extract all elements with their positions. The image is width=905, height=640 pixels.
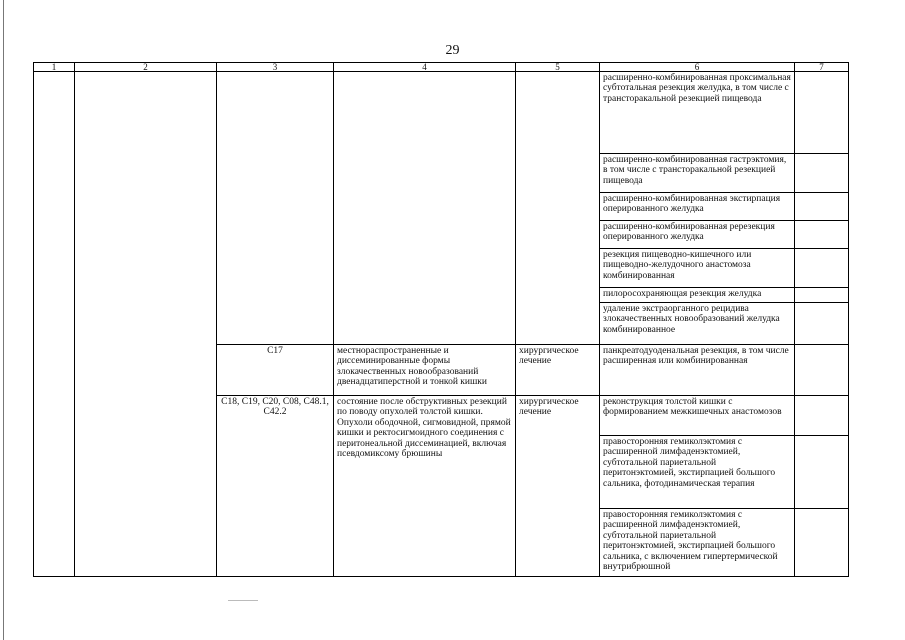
- column-header: 6: [600, 63, 795, 72]
- cell-procedure: расширенно-комбинированная гастрэктомия, в том числе с трансторакальной резекцией пищевода: [600, 154, 795, 193]
- cell-col7: [795, 396, 849, 436]
- cell-procedure: резекция пищеводно-кишечного или пищеводно-желудочного анастомоза комбинированная: [600, 249, 795, 288]
- cell-procedure: правосторонняя гемиколэктомия с расширенной лимфаденэктомией, субтотальной париетальной перитонэктомией, экстирпацией большого сальника, с включением гипертермической внутрибрюшной: [600, 509, 795, 577]
- page-number: 29: [445, 43, 460, 58]
- cell-code: [217, 72, 334, 345]
- cell-code: C18, C19, C20, C08, C48.1, C42.2: [217, 396, 334, 577]
- cell-col7: [795, 436, 849, 509]
- cell-col1: [34, 72, 75, 577]
- cell-treatment: хирургическое лечение: [516, 345, 600, 396]
- column-header: 4: [334, 63, 516, 72]
- cell-procedure: реконструкция толстой кишки с формированием межкишечных анастомозов: [600, 396, 795, 436]
- cell-code: C17: [217, 345, 334, 396]
- cell-col7: [795, 509, 849, 577]
- column-header: 7: [795, 63, 849, 72]
- cell-col7: [795, 193, 849, 221]
- cell-treatment: хирургическое лечение: [516, 396, 600, 577]
- cell-diagnosis: местнораспространенные и диссеминированные формы злокачественных новообразований двенадцатиперстной и тонкой кишки: [334, 345, 516, 396]
- cell-col7: [795, 72, 849, 154]
- cell-procedure: правосторонняя гемиколэктомия с расширенной лимфаденэктомией, субтотальной париетальной перитонэктомией, экстирпацией большого сальника, фотодинамическая терапия: [600, 436, 795, 509]
- column-header: 2: [75, 63, 217, 72]
- cell-diagnosis: состояние после обструктивных резекций по поводу опухолей толстой кишки. Опухоли ободочной, сигмовидной, прямой кишки и ректосигмоидного соединения с перитонеальной диссеминацией, включая псевдомиксому брюшины: [334, 396, 516, 577]
- column-number-row: [34, 63, 849, 72]
- cell-procedure: расширенно-комбинированная проксимальная субтотальная резекция желудка, в том числе с трансторакальной резекцией пищевода: [600, 72, 795, 154]
- column-header: 5: [516, 63, 600, 72]
- cell-treatment: [516, 72, 600, 345]
- procedures-table: [33, 62, 849, 577]
- cell-col7: [795, 345, 849, 396]
- cell-col7: [795, 154, 849, 193]
- cell-col7: [795, 221, 849, 249]
- cell-procedure: удаление экстраорганного рецидива злокачественных новообразований желудка комбинированное: [600, 303, 795, 345]
- cell-procedure: панкреатодуоденальная резекция, в том числе расширенная или комбинированная: [600, 345, 795, 396]
- cell-col2: [75, 72, 217, 577]
- cell-procedure: пилоросохраняющая резекция желудка: [600, 288, 795, 303]
- cell-diagnosis: [334, 72, 516, 345]
- table-row: [34, 72, 849, 154]
- cell-procedure: расширенно-комбинированная экстирпация оперированного желудка: [600, 193, 795, 221]
- column-header: 3: [217, 63, 334, 72]
- cell-procedure: расширенно-комбинированная ререзекция оперированного желудка: [600, 221, 795, 249]
- cell-col7: [795, 303, 849, 345]
- column-header: 1: [34, 63, 75, 72]
- scan-mark: [228, 600, 258, 601]
- scan-edge-line: [3, 0, 4, 640]
- cell-col7: [795, 288, 849, 303]
- cell-col7: [795, 249, 849, 288]
